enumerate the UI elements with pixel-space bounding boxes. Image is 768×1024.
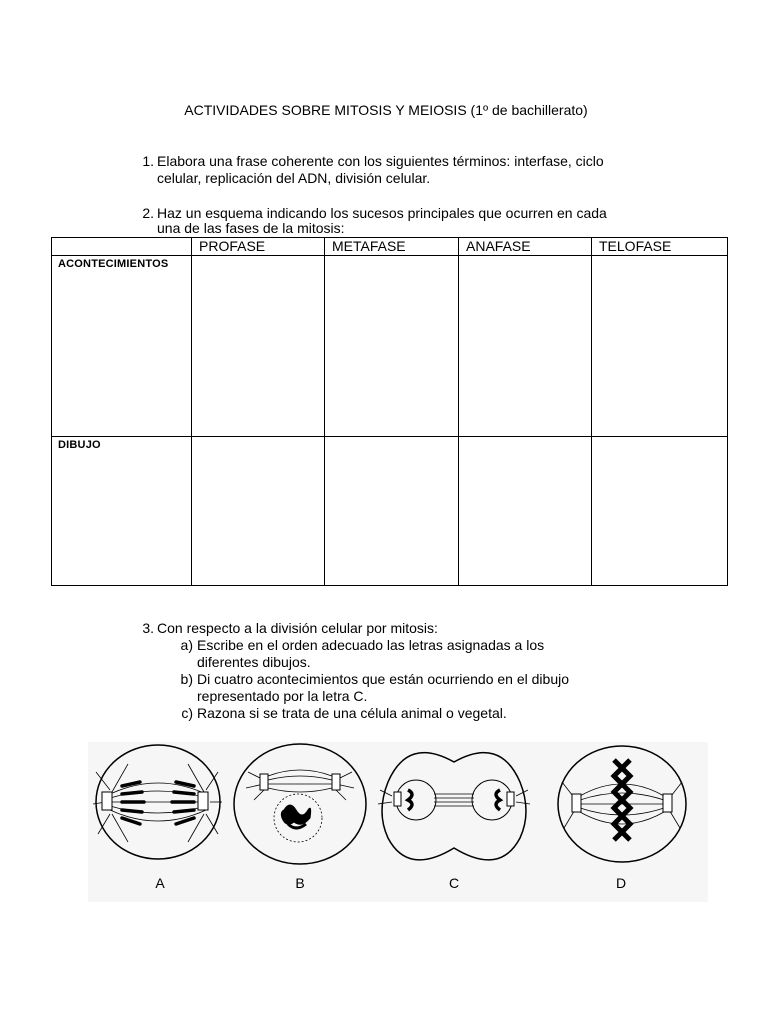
cell-label-c: C (448, 875, 460, 891)
question-text (157, 153, 677, 187)
subitem-letter: b) (180, 671, 193, 687)
table-header-anafase: ANAFASE (459, 238, 592, 256)
question-line: Haz un esquema indicando los sucesos principales que ocurren en cada (157, 205, 607, 221)
row-label-acontecimientos: ACONTECIMIENTOS (52, 256, 192, 437)
table-cell (325, 437, 459, 586)
question-text: Con respecto a la división celular por mitosis: (157, 620, 438, 636)
question-number: 3. (142, 620, 154, 636)
table-header-empty (52, 238, 192, 256)
cell-label-b: B (295, 875, 305, 891)
subitem-line: representado por la letra C. (197, 688, 368, 704)
mitosis-phases-table (51, 237, 728, 586)
table-header-row (52, 238, 728, 256)
table-header-metafase: METAFASE (325, 238, 459, 256)
table-cell (592, 437, 728, 586)
table-header-telofase: TELOFASE (592, 238, 728, 256)
subitem-text: Razona si se trata de una célula animal o vegetal. (197, 705, 507, 721)
question-line: Elabora una frase coherente con los siguientes términos: interfase, ciclo (157, 153, 604, 169)
subitem-c (175, 705, 635, 723)
subitem-letter: c) (181, 705, 193, 721)
table-header-profase: PROFASE (192, 238, 325, 256)
subitem-b (175, 671, 635, 705)
table-cell (192, 256, 325, 437)
question-line: una de las fases de la mitosis: (157, 220, 345, 236)
question-number: 1. (142, 153, 154, 169)
subitem-line: diferentes dibujos. (197, 654, 311, 670)
cell-label-a: A (155, 875, 165, 891)
row-label-dibujo: DIBUJO (52, 437, 192, 586)
table-cell (459, 437, 592, 586)
question-1 (132, 153, 692, 193)
question-2 (132, 205, 692, 239)
question-number: 2. (142, 205, 154, 221)
subitem-line: Di cuatro acontecimientos que están ocurriendo en el dibujo (197, 671, 570, 687)
table-row (52, 437, 728, 586)
cell-label-d: D (615, 875, 627, 891)
table-row (52, 256, 728, 437)
subitem-text (197, 637, 617, 671)
subitem-letter: a) (180, 637, 193, 653)
question-line: celular, replicación del ADN, división celular. (157, 170, 431, 186)
table-cell (325, 256, 459, 437)
table-cell (592, 256, 728, 437)
subitem-a (175, 637, 635, 671)
subitem-text (197, 671, 617, 705)
subitem-line: Escribe en el orden adecuado las letras asignadas a los (197, 637, 545, 653)
page-title: ACTIVIDADES SOBRE MITOSIS Y MEIOSIS (1º de bachillerato) (184, 102, 588, 118)
question-text (157, 205, 677, 234)
table-cell (192, 437, 325, 586)
table-cell (459, 256, 592, 437)
